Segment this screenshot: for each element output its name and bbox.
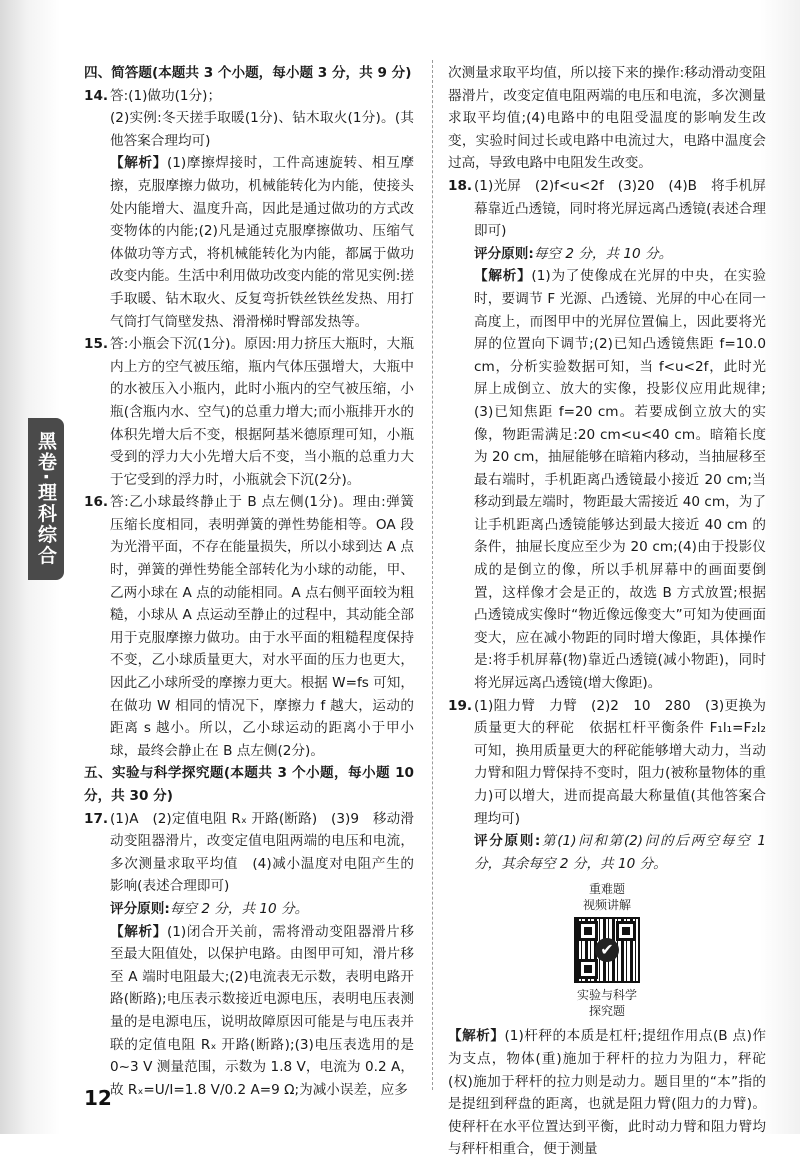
- paragraph-text: (1)闭合开关前，需将滑动变阻器滑片移至最大阻值处，以保护电路。由图甲可知，滑片移至 A 端时电阻最大;(2)电流表无示数，表明电路开路(断路);电压表示数接近电源电压，表明电压表测量的是电源电压，说明故障原因可能是与电压表并联的定值电阻 Rₓ 开路(断路);(3)电压表选用的是 0~3 V 测量范围，示数为 1.8 V，电流为 0.2 A，故 Rₓ=U/I=1.8 V/0.2 A=9 Ω;为减小误差，应多: [110, 923, 414, 1098]
- column-divider: [432, 60, 434, 1090]
- checkmark-icon: ✔: [595, 938, 619, 962]
- question-answer: [448, 175, 766, 243]
- qr-caption-top-2: 视频讲解: [582, 898, 631, 913]
- question-answer: [448, 695, 766, 831]
- paragraph-text: (1)杆秤的本质是杠杆;提纽作用点(B 点)作为支点，物体(重)施加于秤杆的拉力为阻力，秤砣(权)施加于秤杆的拉力则是动力。题目里的“本”指的是提纽到秤盘的距离，也就是阻力臂(阻力的力臂)。使秤杆在水平位置达到平衡，此时动力臂和阻力臂均与秤杆相重合，便于测量: [448, 1028, 767, 1158]
- analysis-tag: 【解析】: [474, 268, 532, 285]
- video-qr-block[interactable]: [448, 881, 766, 1019]
- scoring-rule-text: 每空 2 分，共 10 分。: [169, 900, 309, 917]
- analysis-paragraph: [448, 1025, 766, 1161]
- analysis-tag: 【解析】: [110, 923, 167, 940]
- question-answer: [84, 491, 414, 762]
- answer-text: 答:乙小球最终静止于 B 点左侧(1分)。理由:弹簧压缩长度相同，表明弹簧的弹性势能相等。OA 段为光滑平面，不存在能量损失，所以小球到达 A 点时，弹簧的弹性势能全部转化为小球的动能，甲、乙两小球在 A 点的动能相同。A 点右侧平面较为粗糙，小球从 A 点运动至静止的过程中，其动能全部用于克服摩擦力做功。由于水平面的粗糙程度保持不变，乙小球质量更大，对水平面的压力也更大，因此乙小球所受的摩擦力更大。根据 W=fs 可知，在做功 W 相同的情况下，摩擦力 f 越大，运动的距离 s 越小。所以，乙小球运动的距离小于甲小球，最终会静止在 B 点左侧(2分)。: [110, 494, 414, 759]
- answer-text: (1)阻力臂 力臂 (2)2 10 280 (3)更换为质量更大的秤砣 依据杠杆平衡条件 F₁l₁=F₂l₂ 可知，换用质量更大的秤砣能够增大动力，当动力臂和阻力臂保持不变时，阻力(被称量物体的重力)可以增大，进而提高最大称量值(其他答案合理均可): [474, 697, 766, 827]
- paragraph-text: (2)实例:冬天搓手取暖(1分)、钻木取火(1分)。(其他答案合理均可): [110, 110, 414, 149]
- scoring-rule-text: 第(1)问和第(2)问的后两空每空 1 分，其余每空 2 分，共 10 分。: [474, 833, 766, 872]
- qr-caption-bottom-2: 探究题: [588, 1004, 625, 1019]
- scoring-rule-label: 评分原则:: [474, 245, 534, 262]
- analysis-tag: 【解析】: [110, 155, 167, 172]
- paragraph-text: 次测量求取平均值，所以接下来的操作:移动滑动变阻器滑片，改变定值电阻两端的电压和电流，多次测量求取平均值;(4)电路中的电阻受温度的影响发生改变，实验时间过长或电路中电流过大，电路中温度会过高，导致电路中电阻发生改变。: [448, 65, 766, 172]
- analysis-paragraph: [84, 152, 414, 333]
- scoring-rule-label: 评分原则:: [474, 833, 541, 850]
- question-number: 19.: [448, 697, 473, 714]
- scoring-rule-label: 评分原则:: [110, 900, 170, 917]
- scoring-rule: [448, 830, 766, 875]
- qr-caption-bottom: 实验与科学: [576, 988, 637, 1003]
- question-answer: [84, 333, 414, 491]
- paragraph-text: (1)摩擦焊接时，工件高速旋转、相互摩擦，克服摩擦力做功，机械能转化为内能，使接头处内能增大、温度升高，因此是通过做功的方式改变物体的内能;(2)凡是通过克服摩擦做功、压缩气体做功等方式，将机械能转化为内能，都属于做功改变内能。生活中利用做功改变内能的常见实例:搓手取暖、钻木取火、反复弯折铁丝铁丝发热、用打气筒打气筒壁发热、滑滑梯时臀部发热等。: [110, 155, 414, 330]
- answer-text: 答:小瓶会下沉(1分)。原因:用力挤压大瓶时，大瓶内上方的空气被压缩，瓶内气体压强增大，大瓶中的水被压入小瓶内，此时小瓶内的空气被压缩，小瓶(含瓶内水、空气)的总重力增大;而小瓶排开水的体积先增大后不变，根据阿基米德原理可知，小瓶受到的浮力大小先增大后不变，当小瓶的总重力大于它受到的浮力时，小瓶就会下沉(2分)。: [110, 336, 414, 488]
- question-answer: [84, 808, 414, 898]
- right-column: [448, 62, 767, 1158]
- qr-caption-top: 重难题: [588, 882, 625, 897]
- question-number: 17.: [84, 810, 109, 827]
- section-heading: 五、实验与科学探究题(本题共 3 个小题，每小题 10 分，共 30 分): [84, 765, 414, 804]
- question-number: 16.: [84, 494, 109, 511]
- scoring-rule-text: 每空 2 分，共 10 分。: [533, 245, 673, 262]
- answer-continuation: [84, 107, 414, 152]
- page-number: 12: [84, 1086, 112, 1110]
- analysis-tag: 【解析】: [448, 1028, 505, 1045]
- paragraph-text: (1)为了使像成在光屏的中央，在实验时，要调节 F 光源、凸透镜、光屏的中心在同一高度上，而图甲中的光屏位置偏上，因此要将光屏的位置向下调节;(2)已知凸透镜焦距 f=10.0 cm，分析实验数据可知，当 f<u<2f，此时光屏上成倒立、放大的实像，投影仪应用此规律;(3)已知焦距 f=20 cm。若要成倒立放大的实像，物距需满足:20 cm<u<40 cm。暗箱长度为 20 cm，抽屉能够在暗箱内移动，当抽屉移至最右端时，手机距离凸透镜最小接近 20 cm;当移动到最左端时，物距最大需接近 40 cm，为了让手机距离凸透镜能够达到最大接近 40 cm 的条件，抽屉长度应至少为 20 cm;(4)由于投影仪成的是倒立的像，所以手机屏幕中的画面要倒置，这样像才会是正的，故选 B 方式放置;根据凸透镜成实像时“物近像远像变大”可知为使画面变大，应在减小物距的同时增大像距，具体操作是:将手机屏幕(物)靠近凸透镜(减小物距)，同时将光屏远离凸透镜(增大像距)。: [474, 268, 766, 692]
- side-tab-label: 黑卷·理科综合: [28, 418, 64, 580]
- analysis-paragraph: [448, 265, 766, 694]
- qr-code-icon[interactable]: [574, 917, 640, 983]
- question-number: 15.: [84, 336, 109, 353]
- section-heading: 四、简答题(本题共 3 个小题，每小题 3 分，共 9 分): [84, 65, 412, 81]
- answer-text: (1)光屏 (2)f<u<2f (3)20 (4)B 将手机屏幕靠近凸透镜，同时将光屏远离凸透镜(表述合理即可): [474, 177, 766, 240]
- question-number: 14.: [84, 87, 109, 104]
- scoring-rule: [84, 898, 414, 921]
- answer-text: 答:(1)做功(1分)；: [110, 87, 222, 104]
- question-number: 18.: [448, 177, 473, 194]
- answer-text: (1)A (2)定值电阻 Rₓ 开路(断路) (3)9 移动滑动变阻器滑片，改变定值电阻两端的电压和电流，多次测量求取平均值 (4)减小温度对电阻产生的影响(表述合理即可): [110, 810, 414, 895]
- scoring-rule: [448, 243, 766, 266]
- question-answer: [84, 85, 414, 108]
- answer-continuation: [448, 62, 766, 175]
- analysis-paragraph: [84, 921, 414, 1102]
